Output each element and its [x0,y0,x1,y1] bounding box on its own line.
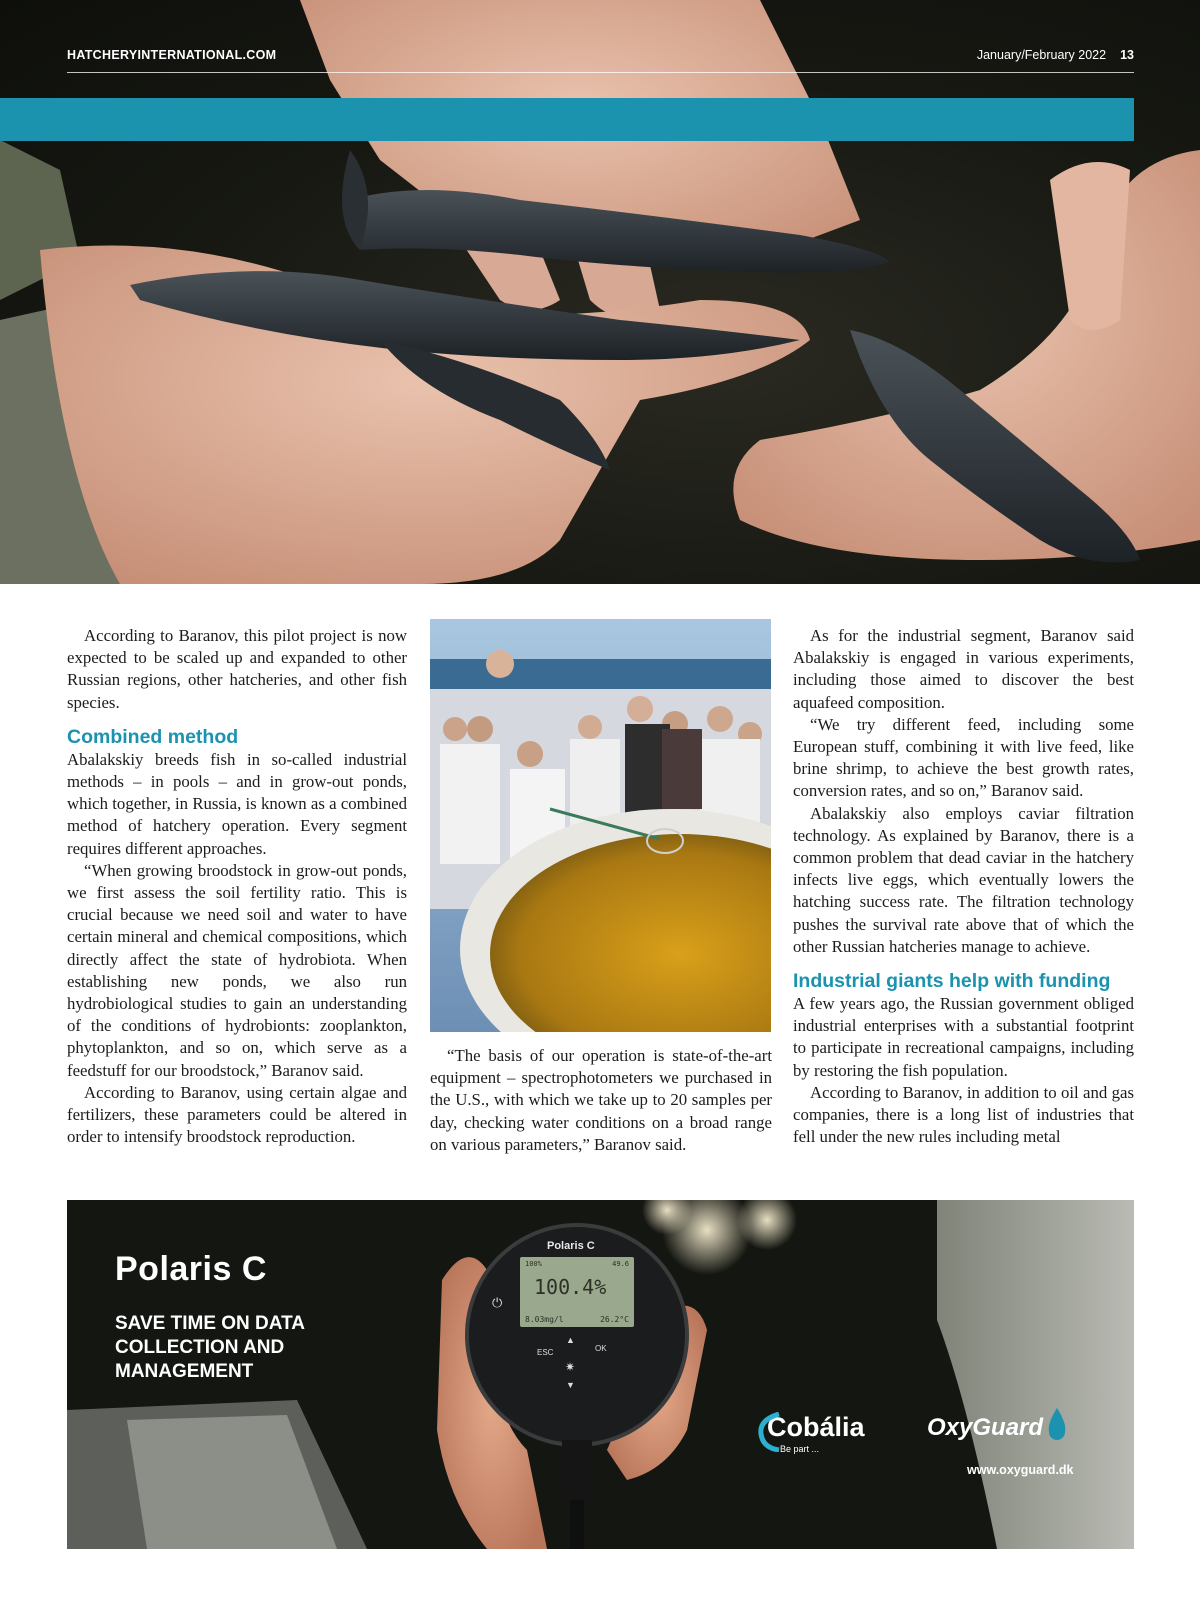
page-number: 13 [1120,48,1134,62]
section-band [0,98,1134,141]
device-lcd-screen [520,1257,634,1327]
lcd-bottom-left: 8.03mg/l [525,1315,564,1324]
power-icon: ⏻ [492,1295,503,1310]
children-hatchery-photo [430,619,771,1032]
article-column-3 [793,625,1134,1148]
cobalia-tagline: Be part ... [780,1444,820,1454]
paragraph: “When growing broodstock in grow-out ponds, we first assess the soil fertility ratio. This is crucial because we need soil and water to have certain mineral and chemical compositions, which directly affect the state of hydrobiota. When establishing new ponds, we also run hydrobiological studies to gain an understanding of the conditions of hydrobionts: zooplankton, phytoplankton, and so on, which serve as a feedstuff for our broodstock,” Baranov said. [67,860,407,1080]
arrow-up-icon: ▲ [566,1335,575,1345]
paragraph: According to Baranov, in addition to oil and gas companies, there is a long list of industries that fell under the new rules including metal [793,1082,1134,1147]
device-esc-button: ESC [537,1348,554,1357]
hero-photo [0,0,1200,584]
device-ok-button: OK [595,1344,607,1353]
device-name: Polaris C [547,1240,595,1252]
cobalia-wave-icon [757,1412,781,1452]
light-icon: ✷ [565,1360,576,1374]
water-drop-icon [1047,1408,1067,1442]
article-column-1 [67,625,407,1148]
oxyguard-logo: OxyGuard [927,1414,1044,1441]
ad-tagline: SAVE TIME ON DATA COLLECTION AND MANAGEMENT [115,1313,305,1382]
site-name[interactable]: HATCHERYINTERNATIONAL.COM [67,48,277,62]
ad-title: Polaris C [115,1250,267,1288]
lcd-bottom-right: 26.2°C [600,1315,629,1324]
lcd-top-left: 100% [525,1260,542,1268]
paragraph: Abalakskiy also employs caviar filtration technology. As explained by Baranov, there is a common problem that dead caviar in the hatchery infects live eggs, which eventually lowers the hatching success rate. The filtration technology pushes the survival rate above that of which the other Russian hatcheries manage to achieve. [793,803,1134,956]
issue-date: January/February 2022 [976,48,1107,62]
paragraph: “We try different feed, including some European stuff, combining it with live feed, like brine shrimp, to achieve the best growth rates, conversion rates, and so on,” Baranov said. [793,714,1134,801]
lcd-top-right: 49.6 [612,1260,629,1268]
article-column-2 [430,1045,772,1156]
subheading-industrial-giants: Industrial giants help with funding [793,970,1111,993]
children-at-tank-illustration [430,619,771,1032]
sturgeon-hands-illustration [0,0,1200,584]
subheading-combined-method: Combined method [67,725,239,748]
paragraph: As for the industrial segment, Baranov said Abalakskiy is engaged in various experiments, including those aimed to discover the best aquafeed composition. [793,626,1134,712]
arrow-down-icon: ▼ [566,1380,575,1390]
paragraph: According to Baranov, using certain algae and fertilizers, these parameters could be altered in order to intensify broodstock reproduction. [67,1082,407,1147]
paragraph: According to Baranov, this pilot project is now expected to be scaled up and expanded to other Russian regions, other hatcheries, and other fish species. [67,626,407,712]
ad-url-link[interactable]: www.oxyguard.dk [967,1463,1074,1477]
paragraph: Abalakskiy breeds fish in so-called industrial methods – in pools – and in grow-out ponds, which together, in Russia, is known as a combined method of hatchery operation. Every segment requires different approaches. [67,749,407,858]
paragraph: A few years ago, the Russian government obliged industrial enterprises with a substantial footprint to participate in recreational campaigns, including by restoring the fish population. [793,994,1134,1080]
issue-info [977,48,1134,62]
polaris-advertisement[interactable] [67,1200,1134,1549]
masthead [67,48,1134,73]
cobalia-logo: Cobália [767,1412,865,1442]
paragraph: “The basis of our operation is state-of-the-art equipment – spectrophotometers we purchased in the U.S., with which we take up to 20 samples per day, checking water conditions on a broad range on various parameters,” Baranov said. [430,1046,772,1154]
lcd-main-reading: 100.4% [534,1275,607,1299]
